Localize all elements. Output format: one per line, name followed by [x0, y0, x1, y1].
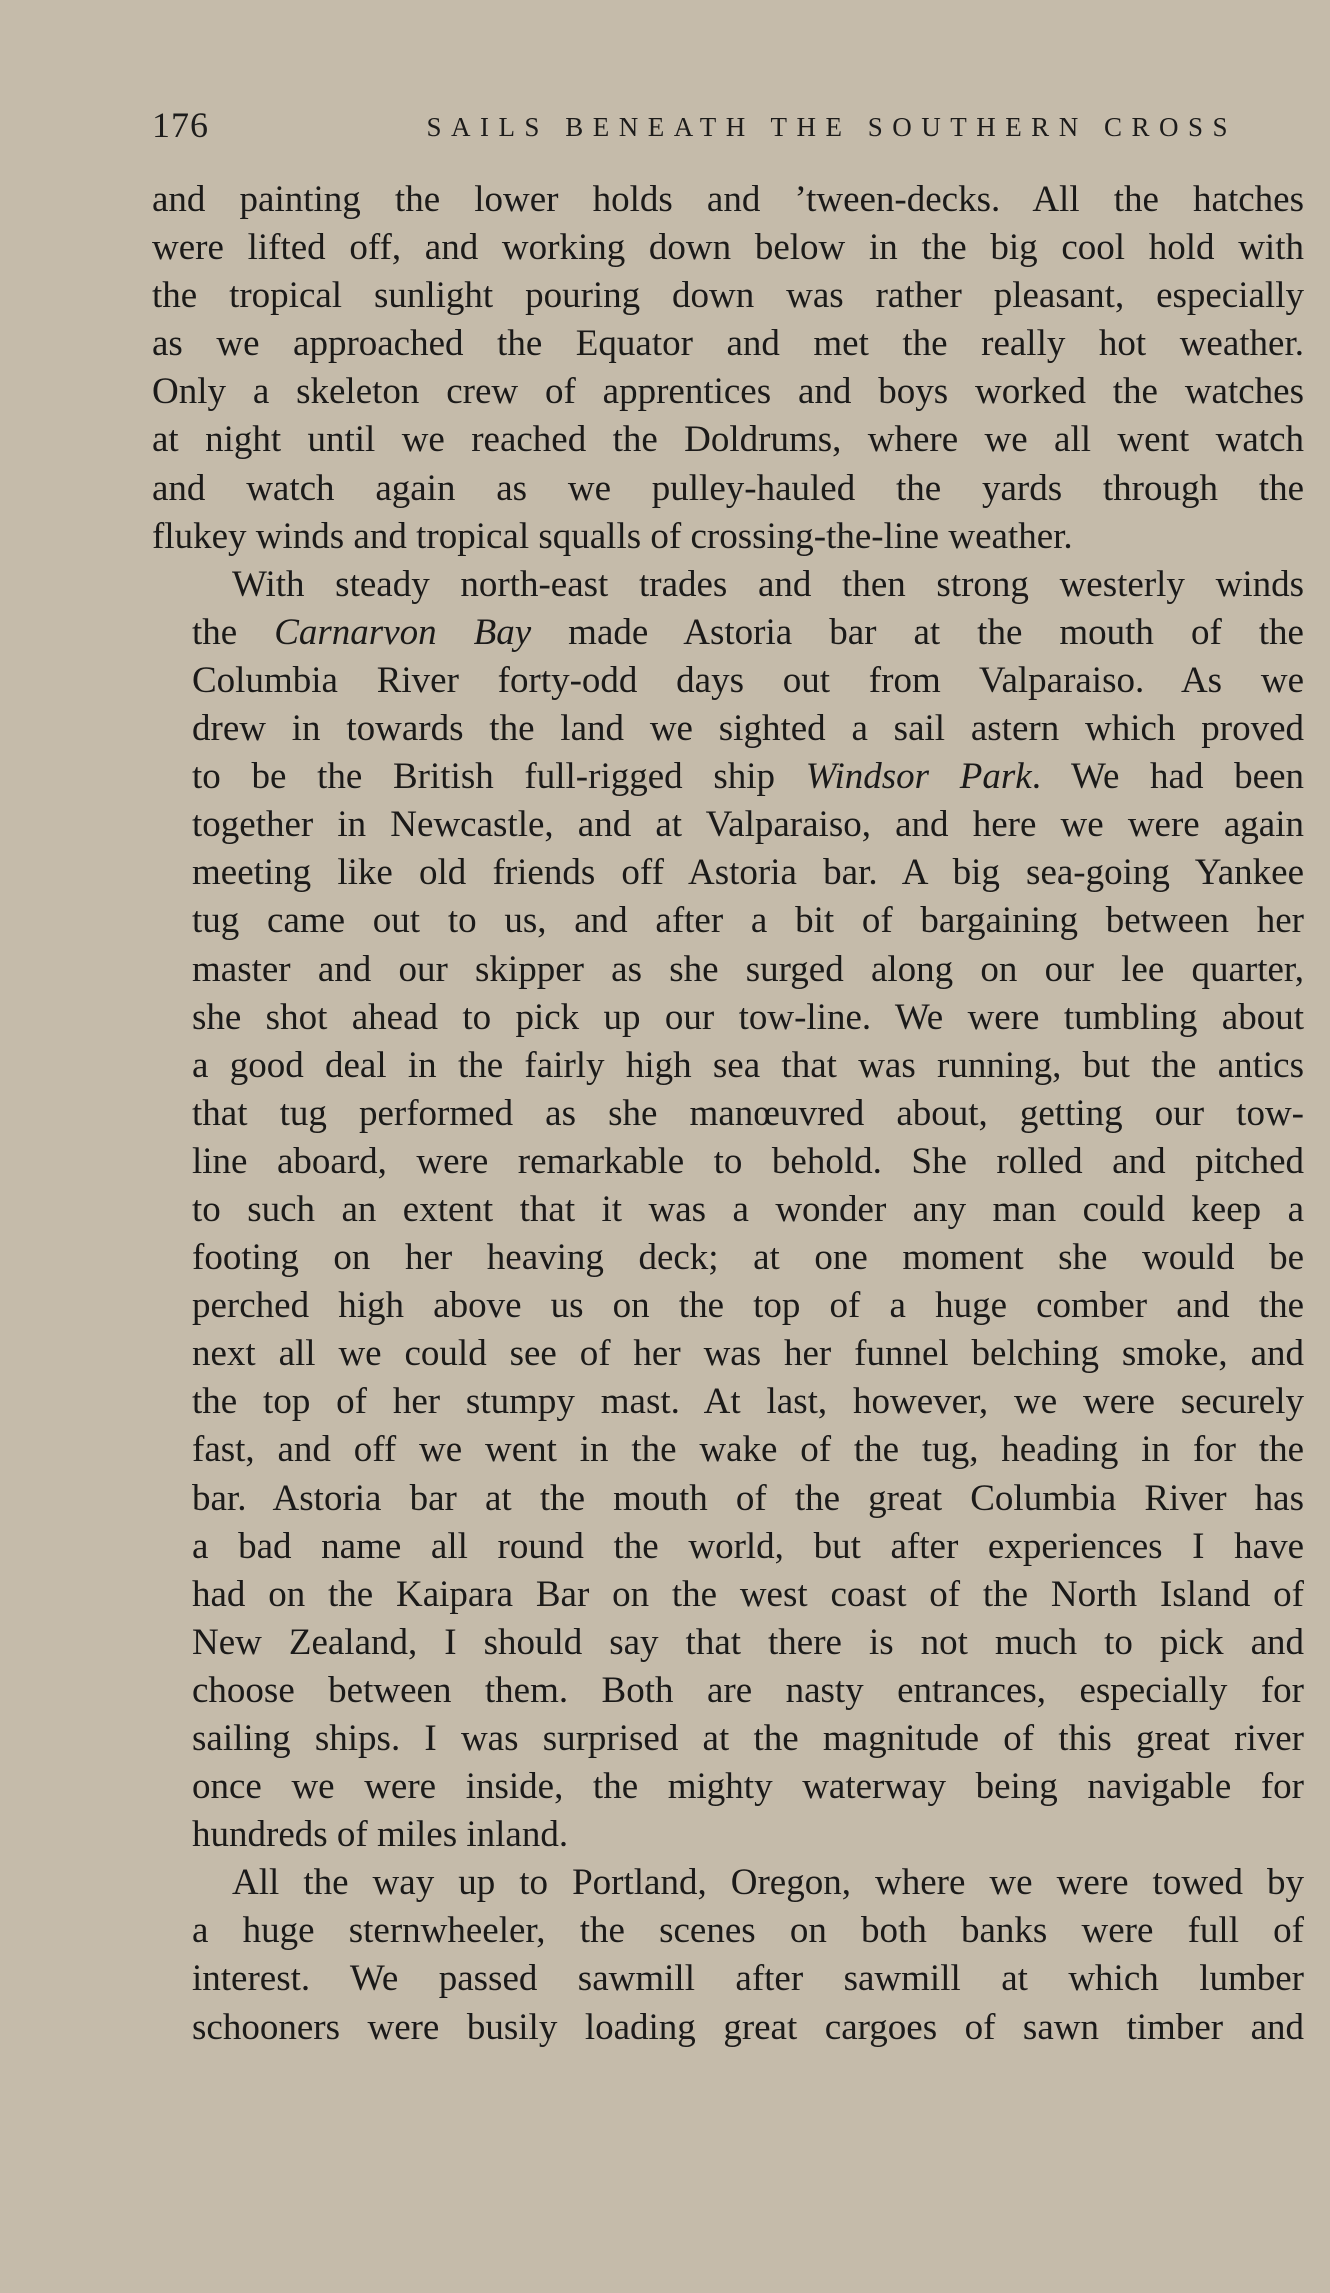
text-line: choose between them. Both are nasty entrances, especially for: [192, 1669, 1304, 1711]
paragraph-2: [152, 561, 1304, 1860]
text-line: a good deal in the fairly high sea that was running, but the antics: [192, 1044, 1304, 1086]
text-line: meeting like old friends off Astoria bar. A big sea-going Yankee: [192, 852, 1304, 894]
text-line: to be the British full-rigged ship Windsor Park. We had been: [192, 756, 1305, 798]
text-line: footing on her heaving deck; at one moment she would be: [192, 1237, 1304, 1279]
text-line: fast, and off we went in the wake of the tug, heading in for the: [192, 1429, 1304, 1471]
text-line: Columbia River forty-odd days out from Valparaiso. As we: [192, 659, 1304, 701]
text-line: to such an extent that it was a wonder any man could keep a: [192, 1188, 1304, 1230]
text-line: Only a skeleton crew of apprentices and boys worked the watches: [152, 371, 1304, 413]
text-line: With steady north-east trades and then strong westerly winds: [232, 563, 1304, 605]
text-line: interest. We passed sawmill after sawmill at which lumber: [192, 1958, 1304, 2000]
text-line: schooners were busily loading great cargoes of sawn timber and: [192, 2006, 1304, 2048]
text-line: bar. Astoria bar at the mouth of the great Columbia River has: [192, 1477, 1304, 1519]
text-line: next all we could see of her was her funnel belching smoke, and: [192, 1333, 1304, 1375]
page-number: 176: [152, 105, 209, 145]
paragraph-1: [152, 176, 1304, 561]
text-line: perched high above us on the top of a huge comber and the: [192, 1285, 1304, 1327]
paragraph-3: [152, 1859, 1304, 2051]
body-text: [152, 176, 1304, 2052]
ship-name: Windsor Park: [805, 756, 1032, 798]
text-line: drew in towards the land we sighted a sail astern which proved: [192, 708, 1304, 750]
text-line: line aboard, were remarkable to behold. She rolled and pitched: [192, 1140, 1304, 1182]
text-line: had on the Kaipara Bar on the west coast of the North Island of: [192, 1573, 1304, 1615]
text-line: the Carnarvon Bay made Astoria bar at the mouth of the: [192, 611, 1304, 653]
text-line: once we were inside, the mighty waterway being navigable for: [192, 1766, 1304, 1808]
text-line: a bad name all round the world, but after experiences I have: [192, 1525, 1304, 1567]
text-line: hundreds of miles inland.: [192, 1814, 569, 1856]
text-line: together in Newcastle, and at Valparaiso, and here we were again: [192, 804, 1304, 846]
text-line: tug came out to us, and after a bit of bargaining between her: [192, 900, 1304, 942]
text-line: All the way up to Portland, Oregon, where we were towed by: [232, 1862, 1304, 1904]
text-line: as we approached the Equator and met the really hot weather.: [152, 323, 1304, 365]
text-line: at night until we reached the Doldrums, where we all went watch: [152, 419, 1304, 461]
text-line: sailing ships. I was surprised at the magnitude of this great river: [192, 1718, 1304, 1759]
text-line: a huge sternwheeler, the scenes on both banks were full of: [192, 1910, 1304, 1952]
text-line: flukey winds and tropical squalls of crossing-the-line weather.: [152, 515, 1073, 557]
text-line: the top of her stumpy mast. At last, however, we were securely: [192, 1381, 1304, 1423]
text-line: were lifted off, and working down below in the big cool hold with: [152, 227, 1304, 269]
page-header: [152, 100, 1237, 150]
text-line: she shot ahead to pick up our tow-line. We were tumbling about: [192, 996, 1304, 1038]
text-line: and watch again as we pulley-hauled the yards through the: [152, 467, 1304, 509]
ship-name: Carnarvon Bay: [274, 611, 532, 653]
text-line: that tug performed as she manœuvred about, getting our tow-: [192, 1092, 1304, 1134]
text-line: the tropical sunlight pouring down was rather pleasant, especially: [152, 275, 1304, 317]
text-line: and painting the lower holds and ’tween-decks. All the hatches: [152, 179, 1304, 220]
running-title: SAILS BENEATH THE SOUTHERN CROSS: [426, 112, 1237, 142]
text-line: New Zealand, I should say that there is not much to pick and: [192, 1621, 1304, 1663]
text-line: master and our skipper as she surged along on our lee quarter,: [192, 948, 1304, 990]
